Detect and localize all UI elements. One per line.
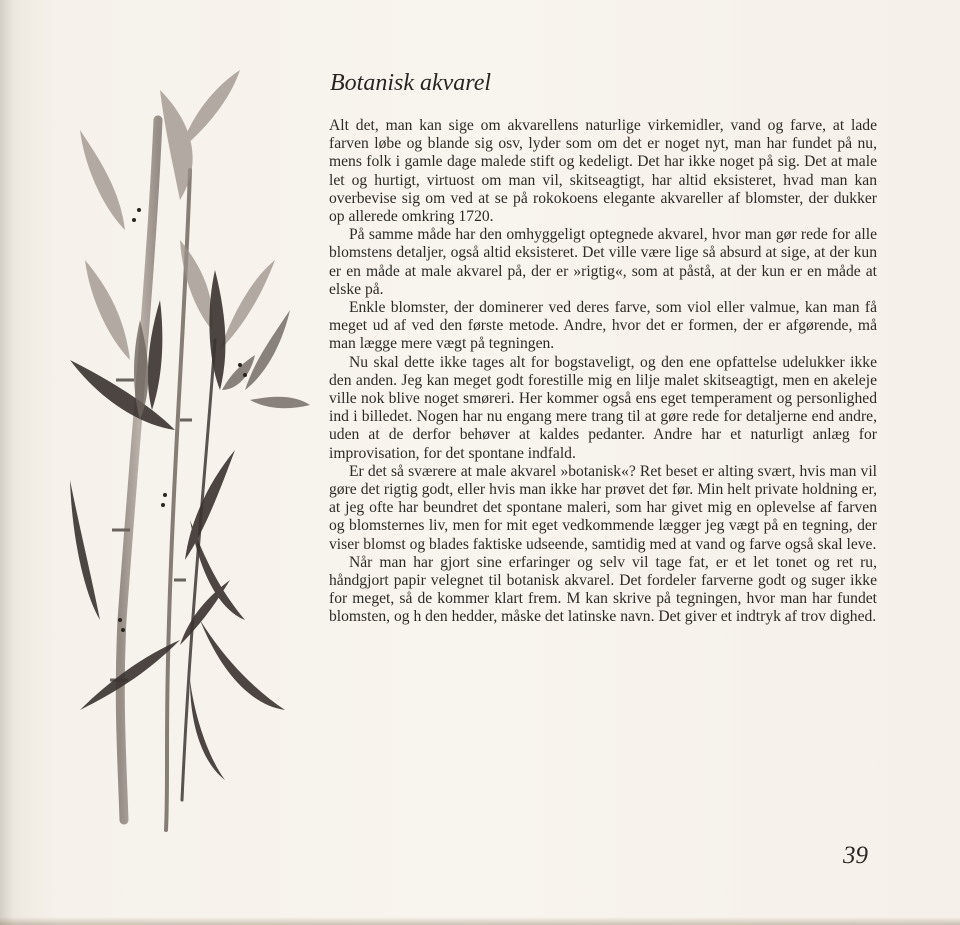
paragraph: Er det så sværere at male akvarel »botanisk«? Ret beset er alting svært, hvis man vil gøre det rigtig godt, eller hvis man ikke har prøvet det før. Min helt private holdning er, at jeg ofte har beundret det spontane maleri, som har givet mig en oplevelse af farven og blomsternes liv, men for mit eget vedkommende lægger jeg vægt på en tegning, der viser blomst og blades faktiske udseende, samtidig med at vand og farve også skal leve. <box>329 462 877 553</box>
bamboo-stalks <box>110 120 215 830</box>
paragraph: Når man har gjort sine erfaringer og selv vil tage fat, er et let tonet og ret ru, håndgjort papir velegnet til botanisk akvarel. Det fordeler farverne godt og suger ikke for meget, så de kommer klart frem. M kan skrive på tegningen, hvor man har fundet blomsten, og h den hedder, måske det latinske navn. Det giver et indtryk af trov dighed. <box>329 553 877 626</box>
page-gutter-shadow <box>0 0 14 925</box>
paragraph: Nu skal dette ikke tages alt for bogstaveligt, og den ene opfattelse udelukker ikke den anden. Jeg kan meget godt forestille mig en lilje malet skitseagtigt, men en akeleje ville nok blive noget smøreri. Her kommer også ens eget temperament og personlighed ind i billedet. Nogen har nu engang mere trang til at gøre rede for detaljerne end andre, uden at de derfor behøver at kaldes pedanter. Andre har et naturligt anlæg for improvisation, for det spontane indfald. <box>329 353 877 462</box>
page-number: 39 <box>843 842 868 869</box>
body-text <box>329 117 877 627</box>
paragraph: Enkle blomster, der dominerer ved deres farve, som viol eller valmue, kan man få meget ud af ved den første metode. Andre, hvor det er formen, der er afgørende, må man lægge mere vægt på tegningen. <box>329 299 877 353</box>
page-bottom-edge <box>0 917 960 925</box>
paragraph: Alt det, man kan sige om akvarellens naturlige virkemidler, vand og farve, at lade farven løbe og blande sig osv, lyder som om det er noget nyt, man har fundet på nu, mens folk i gamle dage malede stift og kedeligt. Det har ikke noget på sig. Det at male let og hurtigt, virtuost om man vil, skitseagtigt, har altid eksisteret, hvad man kan overbevise sig om ved at se på rokokoens elegante akvareller af blomster, der dukker op allerede omkring 1720. <box>329 117 877 226</box>
paragraph: På samme måde har den omhyggeligt optegnede akvarel, hvor man gør rede for alle blomstens detaljer, også altid eksisteret. Det ville være lige så absurd at sige, at der kun er en måde at male akvarel på, der er »rigtig«, som at påstå, at der kun er en måde at elske på. <box>329 226 877 298</box>
bamboo-illustration <box>40 60 310 840</box>
bamboo-leaves-dark <box>70 270 285 780</box>
chapter-title: Botanisk akvarel <box>330 70 492 96</box>
bamboo-leaves-light <box>80 70 275 360</box>
